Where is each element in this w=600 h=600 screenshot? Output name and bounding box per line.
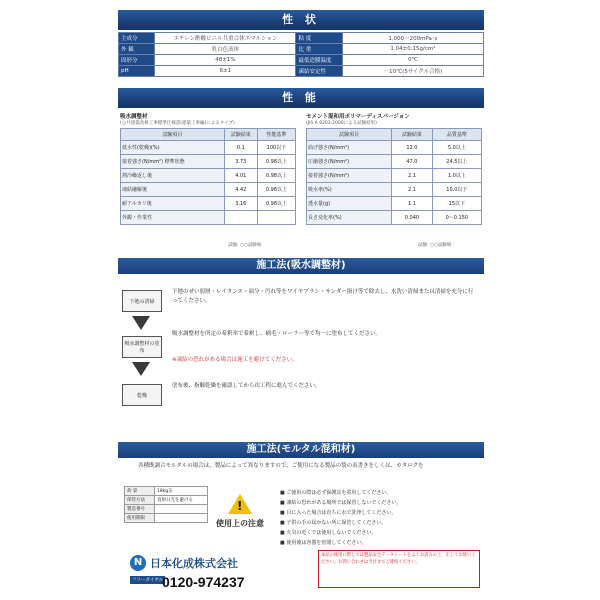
perf-col-header: 試験結果 — [224, 129, 257, 141]
left-perf-note: (公共建築改修工事標準仕様書(建築工事編)によるタイプ) — [120, 121, 235, 126]
prop-value: 乳白色液体 — [155, 44, 296, 55]
perf-item-label: 熱冷繰返し後 — [122, 173, 153, 179]
prop-label: pH — [119, 66, 155, 77]
perf-item: 透水量(g) — [307, 197, 392, 211]
perf-result: 3.16 — [224, 197, 257, 211]
spec-label: 保管方法 — [125, 496, 155, 505]
company-name: 日本化成株式会社 — [150, 557, 238, 570]
free-dial-label: フリーダイヤル — [132, 578, 164, 583]
prop-label: 凍結安定性 — [296, 66, 342, 77]
table-row — [121, 141, 296, 155]
spec-row — [125, 505, 208, 514]
document-page — [118, 10, 484, 596]
right-perf-footnote: 試験: ○○試験場 — [418, 243, 452, 248]
perf-item-label: 標準状態 — [164, 159, 185, 165]
perf-std: 100以下 — [257, 141, 295, 155]
perf-item — [121, 141, 225, 155]
step-1-text: 下地のぜい弱層・レイタンス・油分・汚れ等をワイヤブラシ・サンダー掛け等で除去し、水洗い清掃または清掃を充分に行ってください。 — [172, 289, 474, 304]
footer — [118, 480, 484, 596]
perf-item — [121, 169, 225, 183]
perf-result: 2.1 — [392, 183, 433, 197]
perf-result: 0.1 — [224, 141, 257, 155]
prop-label: 主成分 — [119, 33, 155, 44]
perf-std: 0.98以上 — [257, 155, 295, 169]
table-row — [121, 169, 296, 183]
table-row — [121, 211, 296, 225]
step-2-label: 吸水調整材の塗布 — [122, 336, 162, 358]
table-row — [307, 183, 482, 197]
warning-item: ■ 子供の手の届かない所に保管してください。 — [280, 518, 460, 528]
spec-value — [155, 514, 208, 523]
properties-row — [119, 55, 484, 66]
warning-item: ■ 使用後は容器を密閉してください。 — [280, 538, 460, 548]
perf-std: 0～0.150 — [432, 211, 481, 225]
perf-item — [121, 211, 225, 225]
perf-item: 曲げ強さ(N/mm²) — [307, 141, 392, 155]
table-row — [121, 197, 296, 211]
perf-std: 1.0以上 — [432, 169, 481, 183]
arrow-down-icon — [132, 362, 150, 376]
spec-label: 使用期限 — [125, 514, 155, 523]
perf-result — [224, 211, 257, 225]
prop-label: 外 観 — [119, 44, 155, 55]
perf-result: 2.1 — [392, 169, 433, 183]
step-3-label: 乾燥 — [122, 384, 162, 406]
left-perf-footnote: 試験: ○○試験場 — [228, 243, 262, 248]
spec-value: 18kg缶 — [155, 487, 208, 496]
properties-title: 性 状 — [118, 10, 484, 30]
prop-label: 比 重 — [296, 44, 342, 55]
perf-item-label: 凍結融解後 — [122, 187, 148, 193]
perf-std: 0.98以上 — [257, 197, 295, 211]
table-row — [307, 155, 482, 169]
spec-table — [124, 486, 208, 523]
table-row — [307, 197, 482, 211]
prop-label: 粘 度 — [296, 33, 342, 44]
prop-value: 6±1 — [155, 66, 296, 77]
table-row — [121, 183, 296, 197]
spec-value: 直射日光を避ける — [155, 496, 208, 505]
table-row — [121, 155, 296, 169]
perf-item: 吸水率(%) — [307, 183, 392, 197]
perf-col-header: 試験結果 — [392, 129, 433, 141]
step-1-label: 下地の清掃 — [122, 290, 162, 312]
perf-item: 圧縮強さ(N/mm²) — [307, 155, 392, 169]
warning-item: ■ 目に入った場合は直ちに水で洗浄してください。 — [280, 508, 460, 518]
prop-value: 1,000～200mPa･s — [342, 33, 483, 44]
arrow-down-icon — [132, 316, 150, 330]
perf-item — [121, 197, 225, 211]
perf-item: 接着強さ(N/mm²) — [307, 169, 392, 183]
perf-std: 24.5以上 — [432, 155, 481, 169]
caution-block — [216, 494, 264, 529]
spec-value — [155, 505, 208, 514]
perf-result: 0.040 — [392, 211, 433, 225]
step-2-text: 吸水調整材を所定の希釈率で希釈し、刷毛・ローラー等で均一に塗布してください。 — [172, 331, 382, 337]
perf-col-header: 品質基準 — [432, 129, 481, 141]
perf-item: 長さ変化率(%) — [307, 211, 392, 225]
warning-item: ■ 凍結の恐れがある場所では保管しないでください。 — [280, 498, 460, 508]
caution-label: 使用上の注意 — [216, 519, 264, 528]
performance-title: 性 能 — [118, 88, 484, 108]
step-2-note: ※凍結の恐れがある場合は施工を避けてください。 — [172, 357, 298, 363]
phone-number[interactable]: 0120-974237 — [162, 574, 245, 590]
spec-row — [125, 487, 208, 496]
warning-icon: ! — [228, 494, 252, 514]
left-perf-table — [120, 128, 296, 225]
prop-value: －10℃(5サイクル合格) — [342, 66, 483, 77]
perf-std: 15以下 — [432, 197, 481, 211]
right-perf-head: セメント混和用ポリマーディスパージョン — [306, 114, 410, 120]
warning-item: ■ ご使用の際は必ず保護具を着用してください。 — [280, 488, 460, 498]
right-perf-note: (JIS A 6203:2000による試験結果) — [306, 121, 377, 126]
prop-value: エチレン酢酸ビニル共重合体エマルション — [155, 33, 296, 44]
perf-item-label: 外観・作業性 — [122, 215, 153, 221]
perf-col-header: 試験項目 — [307, 129, 392, 141]
logo-mark-icon: N — [130, 555, 146, 571]
prop-label: 固形分 — [119, 55, 155, 66]
prop-value: 48±1% — [155, 55, 296, 66]
perf-result: 3.73 — [224, 155, 257, 169]
table-row — [307, 169, 482, 183]
method2-intro: 各種既調合モルタルの場合は、製品によって異なりますので、ご使用になる製品の袋の表書きをしくは、カタログを — [138, 463, 424, 469]
perf-result: 4.01 — [224, 169, 257, 183]
perf-col-header: 試験項目 — [121, 129, 225, 141]
perf-item-label: 低水性(乾燥)(%) — [122, 145, 160, 151]
perf-item — [121, 155, 225, 169]
perf-std: 10.0以下 — [432, 183, 481, 197]
spec-label: 荷 姿 — [125, 487, 155, 496]
step-3-text: 塗布後、指触乾燥を確認してから次工程に進んでください。 — [172, 383, 321, 389]
perf-std: 0.98以上 — [257, 183, 295, 197]
properties-row — [119, 66, 484, 77]
spec-row — [125, 496, 208, 505]
properties-table — [118, 32, 484, 77]
properties-row — [119, 44, 484, 55]
perf-std: 0.98以上 — [257, 169, 295, 183]
properties-row — [119, 33, 484, 44]
method2-title: 施工法(モルタル混和材) — [118, 442, 484, 458]
spec-row — [125, 514, 208, 523]
perf-item-label: 耐アルカリ後 — [122, 201, 152, 207]
warning-list — [280, 488, 460, 548]
method1-title: 施工法(吸水調整材) — [118, 258, 484, 274]
prop-value: 1.04±0.15g/cm³ — [342, 44, 483, 55]
perf-result: 47.0 — [392, 155, 433, 169]
perf-result: 12.0 — [392, 141, 433, 155]
right-perf-table — [306, 128, 482, 225]
perf-std — [257, 211, 295, 225]
spec-label: 製造番号 — [125, 505, 155, 514]
table-row — [307, 211, 482, 225]
notice-box: 本品の使用に際しては製品安全データシートをよくお読みの上、正しくお使いください。お問い合わせは当社までご連絡ください。 — [318, 550, 480, 588]
perf-result: 4.42 — [224, 183, 257, 197]
prop-label: 最低造膜温度 — [296, 55, 342, 66]
prop-value: 0℃ — [342, 55, 483, 66]
perf-std: 5.0以上 — [432, 141, 481, 155]
perf-col-header: 性能基準 — [257, 129, 295, 141]
left-perf-head: 吸水調整材 — [120, 114, 148, 120]
table-row — [307, 141, 482, 155]
perf-result: 1.1 — [392, 197, 433, 211]
perf-group: 接着強さ(N/mm²) — [122, 159, 164, 165]
perf-item — [121, 183, 225, 197]
warning-item: ■ 火気の近くでは使用しないでください。 — [280, 528, 460, 538]
method1-steps — [118, 278, 484, 413]
company-logo — [130, 554, 246, 572]
